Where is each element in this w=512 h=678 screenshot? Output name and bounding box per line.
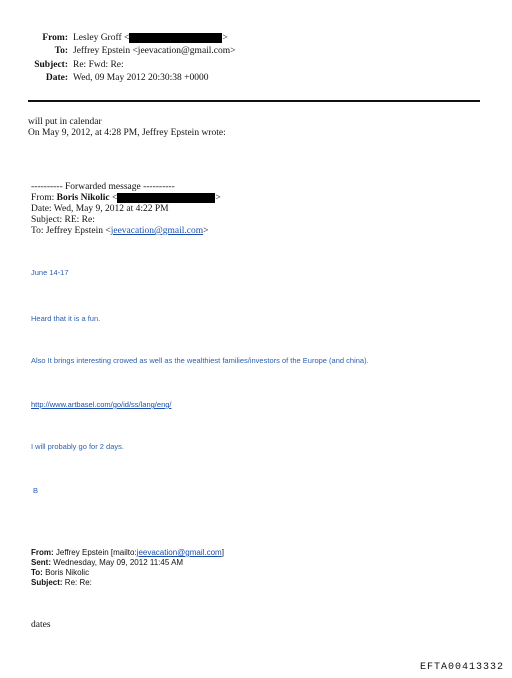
artbasel-link[interactable]: http://www.artbasel.com/go/id/ss/lang/eng/ bbox=[31, 400, 172, 409]
forwarded-from-close: > bbox=[215, 193, 221, 204]
forwarded-from-name: Boris Nikolic bbox=[56, 193, 110, 204]
original-subject-value: Re: Re: bbox=[62, 578, 92, 587]
forwarded-to-email-link[interactable]: jeevacation@gmail.com bbox=[110, 226, 204, 236]
forwarded-from bbox=[31, 193, 221, 204]
forwarded-from-prefix: From: bbox=[31, 193, 57, 204]
original-subject-label: Subject: bbox=[31, 578, 63, 587]
reply-line-1: will put in calendar bbox=[28, 117, 102, 127]
header-from-row bbox=[0, 32, 512, 45]
forwarded-subject: Subject: RE: Re: bbox=[31, 215, 95, 225]
redaction-bar bbox=[117, 193, 215, 203]
header-from-value bbox=[73, 32, 228, 45]
original-body: dates bbox=[31, 620, 51, 630]
original-sent-value: Wednesday, May 09, 2012 11:45 AM bbox=[51, 558, 184, 567]
header-date-value: Wed, 09 May 2012 20:30:38 +0000 bbox=[73, 73, 209, 83]
original-from-close: ] bbox=[221, 548, 224, 557]
reply-line-2: On May 9, 2012, at 4:28 PM, Jeffrey Epstein wrote: bbox=[28, 128, 226, 138]
original-subject bbox=[31, 578, 92, 588]
original-from-value: Jeffrey Epstein [mailto: bbox=[53, 548, 137, 557]
header-subject-value: Re: Fwd: Re: bbox=[73, 60, 124, 70]
forwarded-date: Date: Wed, May 9, 2012 at 4:22 PM bbox=[31, 204, 169, 214]
header-date-row bbox=[0, 72, 512, 85]
header-subject-row bbox=[0, 59, 512, 72]
bates-number: EFTA00413332 bbox=[419, 662, 504, 673]
redaction-bar bbox=[129, 33, 222, 43]
original-to-label: To: bbox=[31, 568, 43, 577]
forwarded-banner: ---------- Forwarded message ---------- bbox=[31, 182, 175, 192]
original-from bbox=[31, 548, 224, 558]
message-dates: June 14-17 bbox=[31, 268, 69, 277]
original-to bbox=[31, 568, 89, 578]
original-to-value: Boris Nikolic bbox=[42, 568, 90, 577]
original-from-email-link[interactable]: jeevacation@gmail.com bbox=[136, 548, 222, 557]
header-date-label: Date: bbox=[45, 73, 68, 83]
header-to-label: To: bbox=[54, 46, 68, 56]
original-from-label: From: bbox=[31, 548, 54, 557]
forwarded-to bbox=[31, 226, 208, 237]
message-line-days: I will probably go for 2 days. bbox=[31, 442, 124, 451]
forwarded-to-suffix: > bbox=[203, 226, 209, 236]
original-sent bbox=[31, 558, 183, 568]
header-from-name: Lesley Groff < bbox=[73, 33, 130, 43]
forwarded-to-prefix: To: Jeffrey Epstein < bbox=[31, 226, 111, 236]
header-subject-label: Subject: bbox=[34, 60, 68, 70]
message-signoff: B bbox=[33, 486, 39, 495]
message-line-crowd: Also It brings interesting crowed as well as the wealthiest families/investors of the Europe (and china). bbox=[31, 356, 369, 365]
message-line-fun: Heard that it is a fun. bbox=[31, 314, 101, 323]
header-to-value: Jeffrey Epstein <jeevacation@gmail.com> bbox=[73, 46, 236, 56]
header-to-row bbox=[0, 45, 512, 58]
header-from-label: From: bbox=[42, 33, 68, 43]
header-divider bbox=[28, 100, 480, 102]
forwarded-from-open: < bbox=[109, 193, 118, 204]
header-from-tail: > bbox=[222, 33, 228, 43]
original-sent-label: Sent: bbox=[31, 558, 51, 567]
